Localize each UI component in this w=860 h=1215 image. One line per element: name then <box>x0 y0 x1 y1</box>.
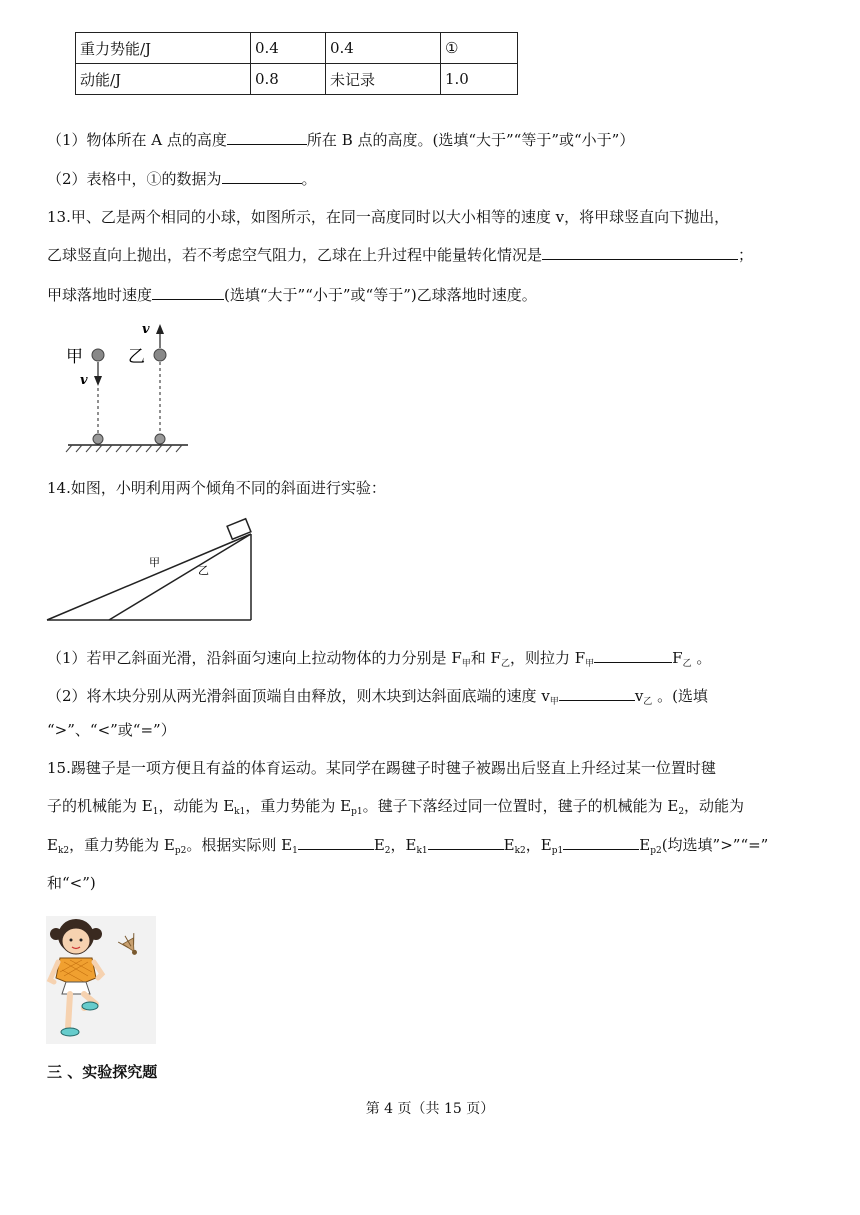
section-title: 三 、实验探究题 <box>47 1063 158 1081</box>
q12-part2-text: （2）表格中，①的数据为 <box>47 170 222 188</box>
ball-landing-yi <box>155 434 165 444</box>
eye-icon <box>70 939 73 942</box>
incline-yi <box>109 534 251 620</box>
text: 。根据实际则 E <box>186 836 293 854</box>
q14-intro: 14.如图，小明利用两个倾角不同的斜面进行实验： <box>47 479 386 497</box>
page-footer: 第 4 页（共 15 页） <box>365 1101 495 1117</box>
subscript: 1 <box>152 807 159 817</box>
ground-hatch <box>66 445 182 452</box>
text: ，重力势能为 E <box>245 797 352 815</box>
text: ，动能为 <box>684 797 745 815</box>
subscript: p1 <box>351 807 363 817</box>
arrow-up-icon <box>156 324 164 334</box>
q12-part1-text: 所在 B 点的高度。(选填“大于”“等于”或“小于”） <box>306 131 635 149</box>
q12-part2-text: 。 <box>301 170 317 188</box>
q12-part1-text: （1）物体所在 A 点的高度 <box>47 131 227 149</box>
subscript: 2 <box>384 846 391 856</box>
table-cell: ① <box>441 33 518 64</box>
text: v <box>634 687 644 705</box>
text: 和 F <box>470 649 501 667</box>
label-v-down: v <box>80 373 88 388</box>
eye-icon <box>80 939 83 942</box>
q15-line4: 和“<”) <box>47 874 96 892</box>
subscript: k2 <box>514 846 526 856</box>
q12-part2 <box>47 169 317 189</box>
text: ，E <box>390 836 417 854</box>
subscript: k1 <box>416 846 428 856</box>
q15-line2 <box>47 796 744 822</box>
text: （1）若甲乙斜面光滑，沿斜面匀速向上拉动物体的力分别是 F <box>47 649 462 667</box>
text: E <box>503 836 515 854</box>
table-cell: 0.4 <box>326 33 441 64</box>
table-cell: 重力势能/J <box>76 33 251 64</box>
hair-bun-icon <box>90 928 102 940</box>
arrow-down-icon <box>94 376 102 386</box>
incline-figure <box>45 516 260 626</box>
q13-line2-text: ； <box>738 246 754 264</box>
incline-jia <box>47 534 251 620</box>
text: ，重力势能为 E <box>69 836 175 854</box>
text: F <box>672 649 683 667</box>
subscript: 乙 <box>682 659 692 669</box>
label-yi: 乙 <box>198 564 209 577</box>
q14-part2 <box>47 686 708 712</box>
q13-line2 <box>47 245 753 265</box>
girl-kicking-shuttlecock-illustration <box>46 916 156 1044</box>
q13-line3-text: 甲球落地时速度 <box>47 286 153 304</box>
text: 。 <box>691 649 712 667</box>
subscript: p1 <box>551 846 564 856</box>
answer-blank[interactable] <box>152 285 224 300</box>
q14-part2-options: “>”、“<”或“=”） <box>47 721 176 739</box>
table-row <box>76 33 518 64</box>
q13-line3 <box>47 285 537 305</box>
label-jia: 甲 <box>66 347 83 367</box>
text: E <box>639 836 651 854</box>
ball-jia <box>92 349 104 361</box>
label-jia: 甲 <box>149 556 160 569</box>
subscript: 乙 <box>643 697 653 707</box>
text: ，动能为 E <box>158 797 235 815</box>
subscript: p2 <box>174 846 187 856</box>
q15-line3 <box>47 835 768 861</box>
q12-part1 <box>47 130 634 150</box>
answer-blank[interactable] <box>227 130 307 145</box>
subscript: 甲 <box>549 697 559 707</box>
subscript: 甲 <box>461 659 471 669</box>
ball-landing-jia <box>93 434 103 444</box>
table-cell: 1.0 <box>441 64 518 95</box>
subscript: k2 <box>57 846 70 856</box>
answer-blank[interactable] <box>222 169 302 184</box>
text: ，则拉力 F <box>509 649 586 667</box>
subscript: 2 <box>678 807 685 817</box>
text: ，E <box>525 836 552 854</box>
q15-line1: 15.踢毽子是一项方便且有益的体育运动。某同学在踢毽子时毽子被踢出后竖直上升经过某一位置时毽 <box>47 759 716 777</box>
text: 。(选填 <box>652 687 708 705</box>
q13-line3-text: (选填“大于”“小于”或“等于”)乙球落地时速度。 <box>224 286 537 304</box>
text: 。毽子下落经过同一位置时，毽子的机械能为 E <box>362 797 679 815</box>
ball-throw-figure <box>60 318 200 458</box>
text: E <box>47 836 58 854</box>
answer-blank[interactable] <box>298 835 374 850</box>
table-cell: 0.8 <box>251 64 326 95</box>
subscript: 1 <box>292 846 298 856</box>
subscript: k1 <box>234 807 246 817</box>
answer-blank[interactable] <box>428 835 504 850</box>
text: （2）将木块分别从两光滑斜面顶端自由释放，则木块到达斜面底端的速度 v <box>47 687 550 705</box>
subscript: 乙 <box>500 659 510 669</box>
answer-blank[interactable] <box>563 835 639 850</box>
label-yi: 乙 <box>128 347 145 367</box>
table-cell: 未记录 <box>326 64 441 95</box>
text: E <box>373 836 385 854</box>
shoe-icon <box>82 1002 98 1010</box>
answer-blank[interactable] <box>542 245 738 260</box>
label-v-up: v <box>142 322 150 337</box>
energy-table <box>75 32 518 95</box>
q13-line1: 13.甲、乙是两个相同的小球，如图所示，在同一高度同时以大小相等的速度 v，将甲球竖直向下抛出， <box>47 208 730 226</box>
table-cell: 动能/J <box>76 64 251 95</box>
table-row <box>76 64 518 95</box>
face-icon <box>62 928 90 954</box>
q13-line2-text: 乙球竖直向上抛出，若不考虑空气阻力，乙球在上升过程中能量转化情况是 <box>47 246 543 264</box>
subscript: 甲 <box>585 659 595 669</box>
hair-bun-icon <box>50 928 62 940</box>
text: 子的机械能为 E <box>47 797 153 815</box>
shoe-icon <box>61 1028 79 1036</box>
table-cell: 0.4 <box>251 33 326 64</box>
q14-part1 <box>47 648 711 674</box>
leg-icon <box>68 994 70 1028</box>
answer-blank[interactable] <box>594 648 672 663</box>
ball-yi <box>154 349 166 361</box>
answer-blank[interactable] <box>559 686 635 701</box>
subscript: p2 <box>650 846 662 856</box>
text: (均选填”>”“=” <box>661 836 769 854</box>
